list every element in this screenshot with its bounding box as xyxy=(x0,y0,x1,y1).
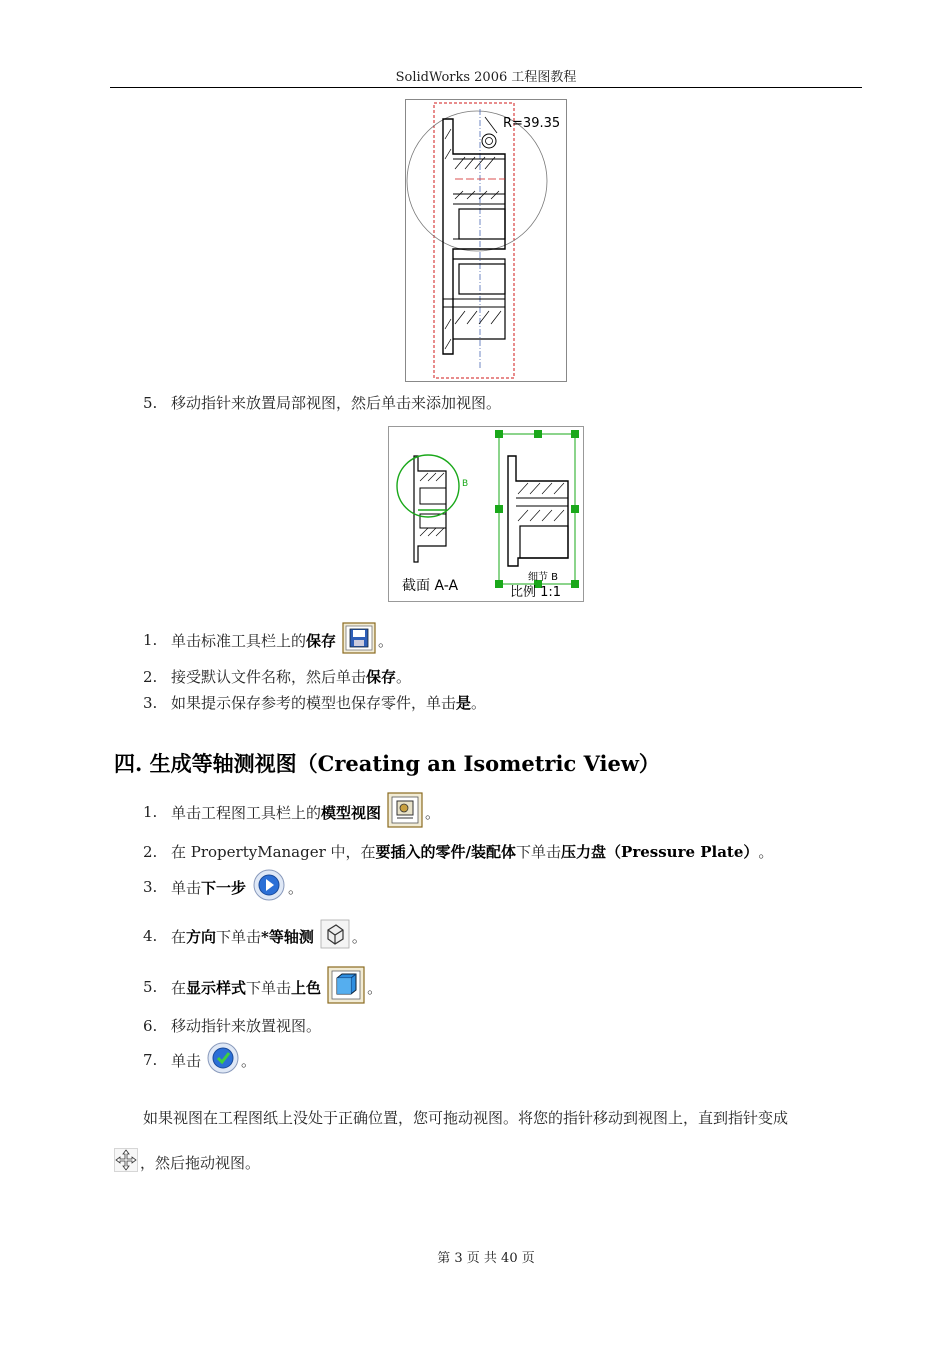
iso-step-1: 1. 单击工程图工具栏上的 模型视图 。 xyxy=(143,792,440,832)
section-heading: 四. 生成等轴测视图（Creating an Isometric View） xyxy=(114,751,660,776)
section-label: 截面 A-A xyxy=(402,578,459,594)
iso-step-2: 2. 在 PropertyManager 中，在 要插入的零件/装配体 下单击 压力盘（Pressure Plate） 。 xyxy=(143,842,774,861)
isometric-icon[interactable] xyxy=(320,919,350,953)
note-paragraph-line-1: 如果视图在工程图纸上没处于正确位置，您可拖动视图。将您的指针移动到视图上，直到指针变成 xyxy=(143,1109,789,1127)
figure-section-with-detail-circle xyxy=(405,99,567,382)
page-footer: 第 3 页 共 40 页 xyxy=(437,1251,535,1266)
scale-label: 比例 1:1 xyxy=(510,585,562,600)
iso-step-3: 3. 单击 下一步 。 xyxy=(143,868,303,906)
save-icon[interactable] xyxy=(342,622,376,658)
detail-label: 细节 B xyxy=(528,572,559,583)
save-step-2: 2. 接受默认文件名称，然后单击 保存 。 xyxy=(143,667,412,686)
save-step-1: 1. 单击标准工具栏上的 保存 。 xyxy=(143,622,393,658)
detail-circle-letter: B xyxy=(462,479,469,489)
model-view-icon[interactable] xyxy=(387,792,423,832)
move-cursor-icon xyxy=(114,1148,138,1176)
iso-step-4: 4. 在 方向 下单击 *等轴测 。 xyxy=(143,919,367,953)
iso-step-6: 6. 移动指针来放置视图。 xyxy=(143,1016,322,1035)
shaded-icon[interactable] xyxy=(327,966,365,1008)
iso-step-7: 7. 单击 。 xyxy=(143,1042,256,1078)
next-arrow-icon[interactable] xyxy=(252,868,286,906)
save-step-3: 3. 如果提示保存参考的模型也保存零件，单击 是 。 xyxy=(143,693,487,712)
header-divider xyxy=(110,87,862,88)
iso-step-5: 5. 在 显示样式 下单击 上色 。 xyxy=(143,966,382,1008)
ok-check-icon[interactable] xyxy=(207,1042,239,1078)
step-place-detail-view: 5. 移动指针来放置局部视图，然后单击来添加视图。 xyxy=(143,393,502,412)
page-header-title: SolidWorks 2006 工程图教程 xyxy=(395,70,577,85)
note-paragraph-line-2: ，然后拖动视图。 xyxy=(114,1148,260,1176)
figure-detail-view-placement xyxy=(388,426,584,602)
radius-dimension-label: R=39.35 xyxy=(503,116,561,131)
